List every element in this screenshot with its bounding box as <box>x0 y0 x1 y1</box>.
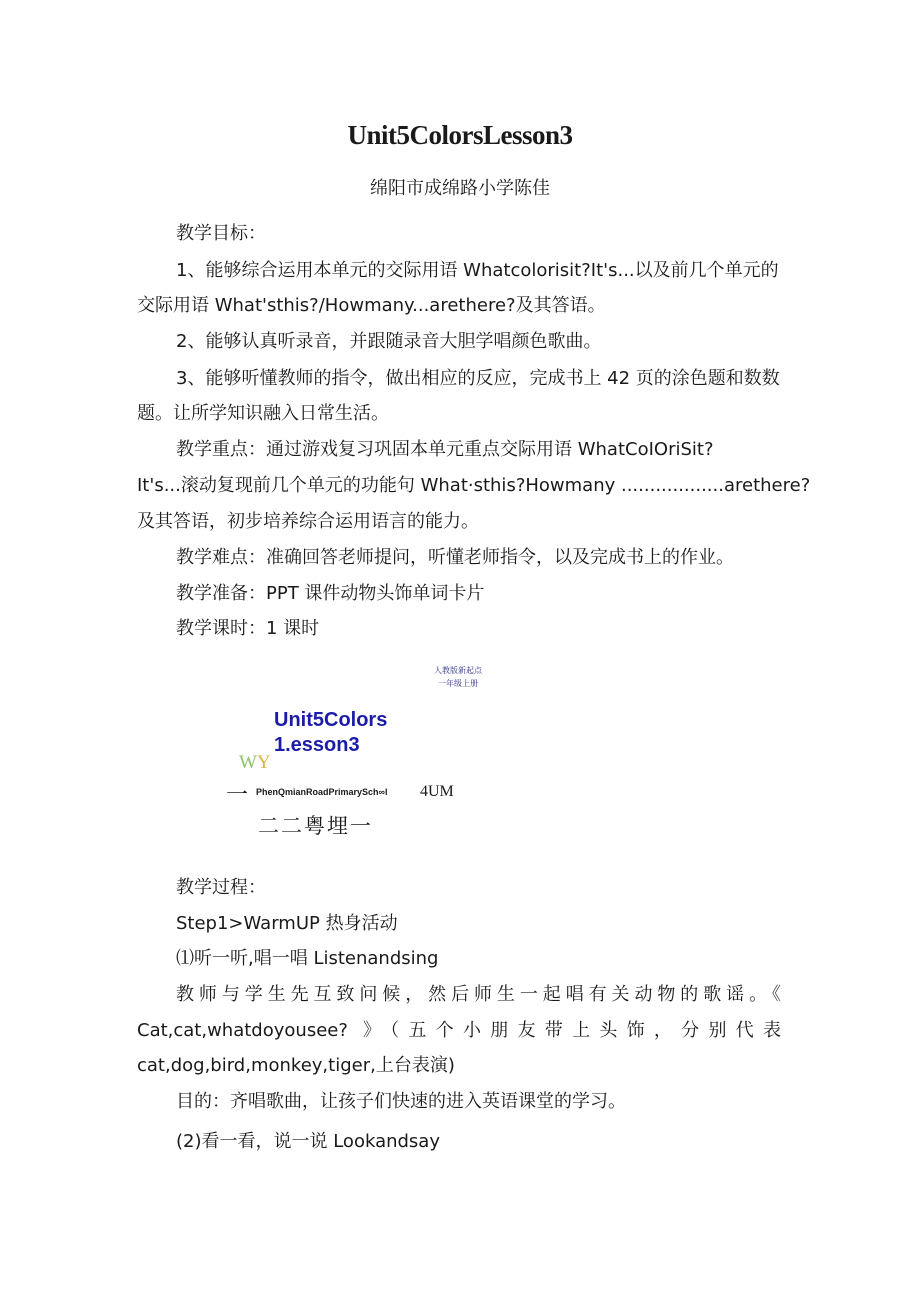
author-line: 绵阳市成绵路小学陈佳 <box>370 178 550 199</box>
paragraph-1-line-3: cat,dog,bird,monkey,tiger,上台表演) <box>137 1055 455 1076</box>
slide-logo <box>239 752 271 774</box>
objective-1-line-2: 交际用语 What'sthis?/Howmany...arethere?及其答语。 <box>137 295 606 316</box>
document-title: Unit5ColorsLesson3 <box>347 120 573 150</box>
sub-step-1: ⑴听一听,唱一唱 Listenandsing <box>176 948 439 969</box>
paragraph-1-line-1: 教师与学生先互致问候，然后师生一起唱有关动物的歌谣。《 <box>176 984 781 1005</box>
preparation-line: 教学准备：PPT 课件动物头饰单词卡片 <box>176 583 485 604</box>
purpose-line: 目的：齐唱歌曲，让孩子们快速的进入英语课堂的学习。 <box>176 1091 626 1112</box>
slide-title-line-2: 1.esson3 <box>274 734 360 756</box>
hours-line: 教学课时：1 课时 <box>176 618 320 639</box>
objectives-heading: 教学目标： <box>176 223 266 244</box>
slide-logo-w: W <box>239 752 257 773</box>
difficulty-line: 教学难点：准确回答老师提问，听懂老师指令，以及完成书上的作业。 <box>176 547 734 568</box>
objective-3-line-2: 题。让所学知识融入日常生活。 <box>137 403 389 424</box>
objective-2: 2、能够认真听录音，并跟随录音大胆学唱颜色歌曲。 <box>176 331 602 352</box>
step-1: Step1>WarmUP 热身活动 <box>176 913 398 934</box>
key-point-line-2: It's...滚动复现前几个单元的功能句 What·sthis?Howmany ..................arethere? <box>137 475 811 496</box>
process-heading: 教学过程： <box>176 877 266 898</box>
slide-title-line-1: Unit5Colors <box>274 709 388 731</box>
slide-dash: 一 <box>226 783 249 808</box>
slide-publisher-line-1: 人教版新起点 <box>434 666 482 675</box>
paragraph-1-line-2: Cat,cat,whatdoyousee? 》（五个小朋友带上头饰，分别代表 <box>137 1020 781 1041</box>
sub-step-2: (2)看一看，说一说 Lookandsay <box>176 1131 440 1152</box>
lesson-slide-image <box>222 660 702 850</box>
key-point-line-3: 及其答语，初步培养综合运用语言的能力。 <box>137 511 479 532</box>
slide-school-name: PhenQmianRoadPrimarySch∞l <box>256 787 388 797</box>
slide-code: 4UM <box>420 783 454 800</box>
objective-3-line-1: 3、能够听懂教师的指令，做出相应的反应，完成书上 42 页的涂色题和数数 <box>176 368 780 389</box>
objective-1-line-1: 1、能够综合运用本单元的交际用语 Whatcolorisit?It's...以及前几个单元的 <box>176 260 779 281</box>
slide-logo-y: Y <box>256 752 271 773</box>
slide-garbled-text: 二二粤埋一 <box>258 814 373 838</box>
slide-publisher-line-2: 一年级上册 <box>438 679 478 688</box>
key-point-line-1: 教学重点：通过游戏复习巩固本单元重点交际用语 WhatCoIOriSit? <box>176 439 714 460</box>
